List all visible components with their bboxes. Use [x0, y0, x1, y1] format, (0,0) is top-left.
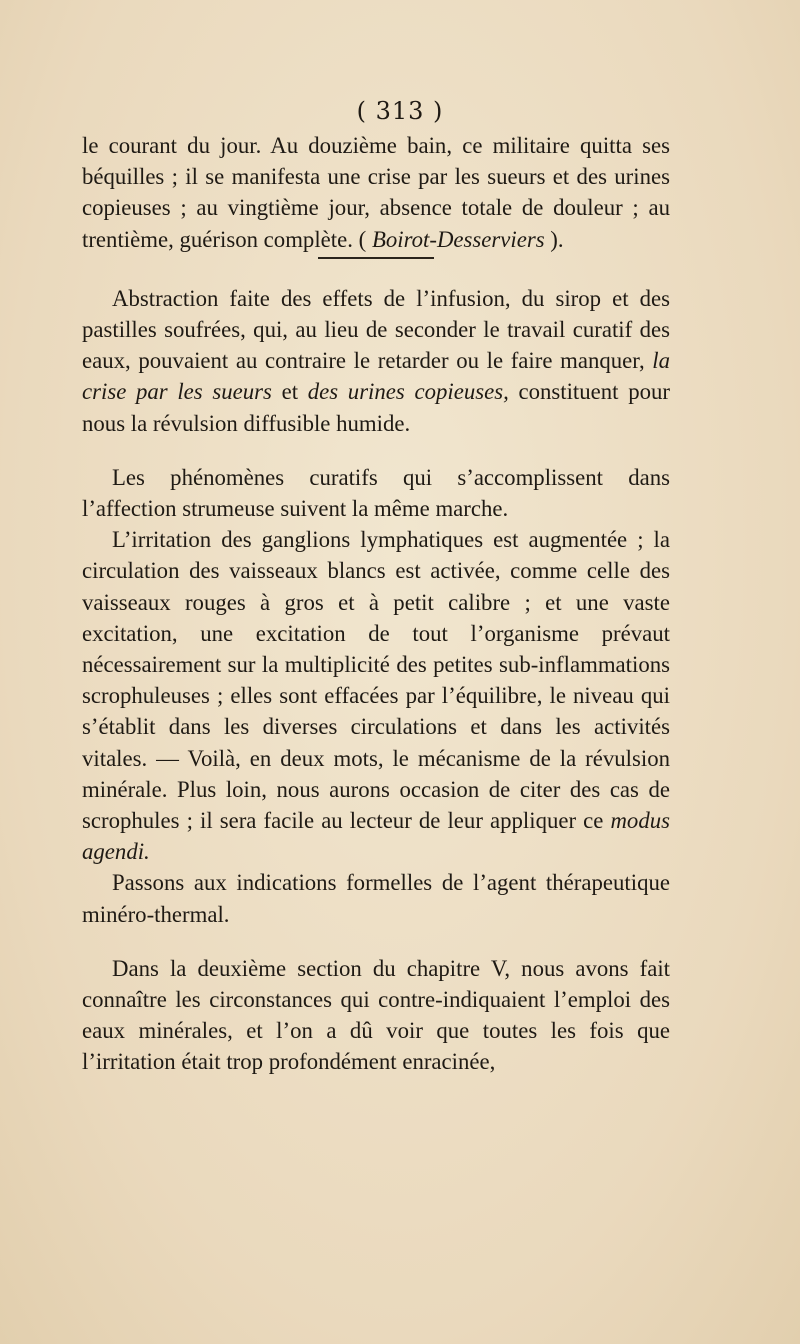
paragraph-1: le courant du jour. Au douzième bain, ce militaire quitta ses béquilles ; il se manifesta une crise par les sueurs et des urines copieuses ; au vingtième jour, absence totale de douleur ; au trentième, guérison complète. ( Boirot-Desserviers ).	[82, 133, 670, 252]
paragraph-6: Dans la deuxième section du chapitre V, nous avons fait connaître les circonstances qui contre-indiquaient l’emploi des eaux minérales, et l’on a dû voir que toutes les fois que l’irritation était trop profondément enracinée,	[82, 955, 670, 1075]
paragraph-2: Abstraction faite des effets de l’infusion, du sirop et des pastilles soufrées, qui, au lieu de seconder le travail curatif des eaux, pouvaient au contraire le retarder ou le faire manquer, la crise par les sueurs et des urines copieuses, constituent pour nous la révulsion diffusible humide.	[82, 285, 670, 436]
page-number: ( 313 )	[356, 97, 444, 125]
author-citation: Boirot-Desserviers	[371, 226, 545, 252]
section-divider	[318, 257, 434, 259]
paragraph-4: L’irritation des ganglions lymphatiques est augmentée ; la circulation des vaisseaux blancs est activée, comme celle des vaisseaux rouges à gros et à petit calibre ; et une vaste excitation, une excitation de tout l’organisme prévaut nécessairement sur la multiplicité des petites sub-inflammations scrophuleuses ; elles sont effacées par l’équilibre, le niveau qui s’établit dans les diverses circulations et dans les activités vitales. — Voilà, en deux mots, le mécanisme de la révulsion minérale. Plus loin, nous aurons occasion de citer des cas de scrophules ; il sera facile au lecteur de leur appliquer ce modus agendi.	[82, 527, 670, 865]
page-body	[82, 130, 670, 1078]
paragraph-3: Les phénomènes curatifs qui s’accomplissent dans l’affection strumeuse suivent la même marche.	[82, 464, 670, 522]
paragraph-5: Passons aux indications formelles de l’agent thérapeutique minéro-thermal.	[82, 870, 670, 927]
